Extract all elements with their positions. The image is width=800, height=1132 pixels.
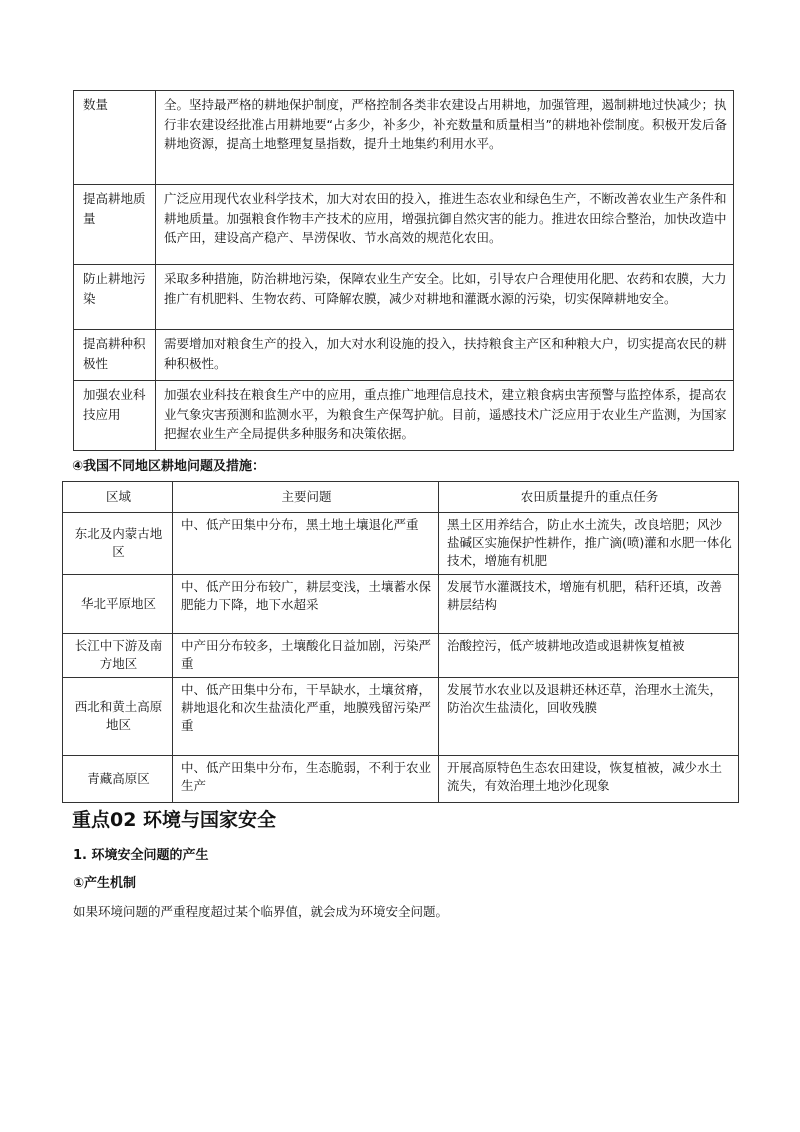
measure-text: 全。坚持最严格的耕地保护制度，严格控制各类非农建设占用耕地，加强管理，遏制耕地过快减少；执行非农建设经批准占用耕地要“占多少，补多少，补充数量和质量相当”的耕地补偿制度。积极开发后备耕地资源，提高土地整理复垦指数，提升土地集约利用水平。 [156,91,734,185]
column-header: 主要问题 [173,482,439,513]
problem-cell: 中、低产田集中分布，干旱缺水，土壤贫瘠，耕地退化和次生盐渍化严重，地膜残留污染严重 [173,678,439,756]
task-cell: 开展高原特色生态农田建设，恢复植被，减少水土流失，有效治理土地沙化现象 [439,756,739,803]
problem-cell: 中、低产田集中分布，黑土地土壤退化严重 [173,513,439,575]
region-cell: 华北平原地区 [63,575,173,634]
task-cell: 发展节水灌溉技术，增施有机肥，秸秆还填，改善耕层结构 [439,575,739,634]
problem-cell: 中、低产田集中分布，生态脆弱，不利于农业生产 [173,756,439,803]
measure-text: 采取多种措施，防治耕地污染，保障农业生产安全。比如，引导农户合理使用化肥、农药和农膜，大力推广有机肥料、生物农药、可降解农膜，减少对耕地和灌溉水源的污染，切实保障耕地安全。 [156,265,734,330]
problem-cell: 中、低产田分布较广，耕层变浅，土壤蓄水保肥能力下降，地下水超采 [173,575,439,634]
farmland-measures-table [73,90,734,451]
region-cell: 青藏高原区 [63,756,173,803]
table-row [74,330,734,381]
column-header: 农田质量提升的重点任务 [439,482,739,513]
table-row [74,91,734,185]
table-row [63,678,739,756]
table-row [63,634,739,678]
measure-key: 数量 [74,91,156,185]
region-cell: 东北及内蒙古地区 [63,513,173,575]
table-header-row [63,482,739,513]
table-row [74,185,734,265]
measure-text: 加强农业科技在粮食生产中的应用，重点推广地理信息技术，建立粮食病虫害预警与监控体系，提高农业气象灾害预测和监测水平，为粮食生产保驾护航。目前，遥感技术广泛应用于农业生产监测，为国家把握农业生产全局提供多种服务和决策依据。 [156,381,734,451]
table-row [74,265,734,330]
body-paragraph: 如果环境问题的严重程度超过某个临界值，就会成为环境安全问题。 [73,904,449,919]
table-row [63,513,739,575]
table-row [63,756,739,803]
column-header: 区域 [63,482,173,513]
table-row [63,575,739,634]
section-heading: ④我国不同地区耕地问题及措施： [72,459,266,474]
region-cell: 西北和黄土高原地区 [63,678,173,756]
measure-key: 防止耕地污染 [74,265,156,330]
table-row [74,381,734,451]
section-title: 重点02 环境与国家安全 [72,809,277,831]
regions-table [62,481,739,803]
measure-key: 提高耕种积极性 [74,330,156,381]
subsubsection-title: ①产生机制 [73,876,137,891]
measure-key: 提高耕地质量 [74,185,156,265]
task-cell: 发展节水农业以及退耕还林还草，治理水土流失，防治次生盐渍化，回收残膜 [439,678,739,756]
region-cell: 长江中下游及南方地区 [63,634,173,678]
subsection-title: 1. 环境安全问题的产生 [73,848,209,863]
problem-cell: 中产田分布较多，土壤酸化日益加剧，污染严重 [173,634,439,678]
measure-text: 需要增加对粮食生产的投入，加大对水利设施的投入，扶持粮食主产区和种粮大户，切实提高农民的耕种积极性。 [156,330,734,381]
task-cell: 黑土区用养结合，防止水土流失，改良培肥；风沙盐碱区实施保护性耕作，推广滴(喷)灌和水肥一体化技术，增施有机肥 [439,513,739,575]
measure-text: 广泛应用现代农业科学技术，加大对农田的投入，推进生态农业和绿色生产，不断改善农业生产条件和耕地质量。加强粮食作物丰产技术的应用，增强抗御自然灾害的能力。推进农田综合整治，加快改造中低产田，建设高产稳产、旱涝保收、节水高效的规范化农田。 [156,185,734,265]
task-cell: 治酸控污，低产坡耕地改造或退耕恢复植被 [439,634,739,678]
measure-key: 加强农业科技应用 [74,381,156,451]
